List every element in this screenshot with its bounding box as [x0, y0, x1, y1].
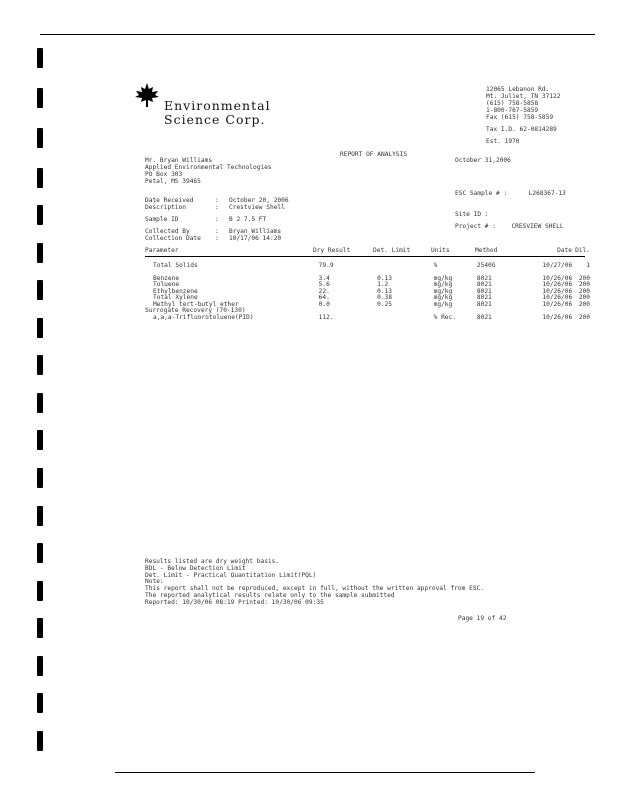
esc-sample [455, 190, 566, 197]
company-address [486, 86, 561, 121]
page-number: Page 19 of 42 [458, 615, 507, 622]
footer-note: The reported analytical results relate only to the sample submitted [145, 591, 395, 599]
page-bottom-rule [115, 772, 535, 773]
cell-limit [377, 315, 434, 322]
punch-hole [37, 128, 43, 148]
info-row [145, 235, 289, 242]
punch-hole [37, 656, 43, 676]
cell-limit: 1.2 [377, 281, 389, 288]
cell-result: 3.4 [318, 274, 330, 282]
cell-parameter: Surrogate Recovery (70-130) [145, 307, 246, 314]
punch-hole [37, 393, 43, 413]
info-label: Collection Date [145, 235, 201, 242]
esc-sample-label: ESC Sample # : [455, 190, 508, 197]
cell-method: 8021 [476, 300, 492, 308]
client-line: PO Box 303 [145, 171, 183, 178]
results-body [145, 263, 590, 322]
esc-sample-value: L268367-13 [528, 190, 566, 197]
table-header-row [145, 248, 590, 255]
address-line: Mt. Juliet, TN 37122 [486, 93, 561, 100]
info-row [145, 228, 289, 235]
cell-parameter: Total Solids [153, 261, 198, 269]
cell-method: 8021 [476, 313, 492, 321]
report-title: REPORT OF ANALYSIS [340, 151, 408, 158]
cell-limit: 0.38 [377, 294, 393, 301]
footer-notes [145, 559, 484, 607]
address-line: 12065 Lebanon Rd. [486, 86, 550, 93]
cell-parameter: Total Xylene [153, 294, 198, 301]
cell-result: 0.0 [318, 300, 330, 308]
cell-limit: 0.25 [377, 300, 393, 308]
footer-note: This report shall not be reproduced, except in full, without the written approval from ESC. [145, 585, 484, 593]
punch-hole [37, 731, 43, 751]
maple-leaf-icon [134, 82, 160, 112]
punch-hole [37, 543, 43, 563]
punch-hole [37, 430, 43, 450]
cell-result: 79.9 [318, 261, 334, 269]
cell-units: mg/kg [433, 287, 453, 295]
info-sep: : [215, 204, 219, 211]
results-header [145, 248, 590, 255]
company-name-line1: Environmental [164, 98, 271, 113]
punch-hole [37, 506, 43, 526]
cell-units: mg/kg [433, 294, 453, 301]
cell-dil: 200 [578, 300, 590, 308]
client-address [145, 157, 272, 185]
info-sep: : [215, 235, 219, 242]
cell-method: 8021 [476, 281, 492, 288]
cell-method: 8021 [476, 274, 492, 282]
footer-note: Note: [145, 578, 164, 586]
site-id [455, 211, 489, 218]
punch-hole [37, 693, 43, 713]
info-value: 10/17/06 14:20 [229, 235, 282, 242]
address-line: Fax (615) 758-5859 [486, 114, 554, 121]
address-line: 1-800-767-5859 [486, 107, 539, 114]
cell-parameter: a,a,a-Trifluorotoluene(PID) [153, 313, 254, 321]
cell-result: 5.6 [318, 281, 330, 288]
footer-note: Det. Limit - Practical Quantitation Limit(PQL) [145, 571, 317, 579]
punch-hole [37, 618, 43, 638]
col-header-parameter: Parameter [145, 247, 179, 254]
cell-parameter: Methyl tert-butyl ether [153, 300, 239, 308]
info-label: Collected By [145, 228, 190, 235]
header-rule [145, 256, 585, 257]
punch-hole [37, 355, 43, 375]
info-row [145, 216, 289, 223]
cell-parameter: Ethylbenzene [153, 287, 198, 295]
page-top-rule [40, 34, 595, 35]
punch-hole [37, 581, 43, 601]
cell-date: 10/27/06 [542, 261, 573, 269]
cell-result: 22. [318, 287, 330, 295]
table-row [145, 315, 590, 322]
sample-info [145, 197, 289, 242]
cell-dil: 1 [586, 261, 590, 269]
col-header-date: Date [557, 247, 572, 254]
cell-dil: 200 [578, 294, 590, 301]
cell-date: 10/26/06 [542, 294, 573, 301]
cell-units: % Rec. [433, 313, 456, 321]
client-line: Applied Environmental Technologies [145, 164, 272, 171]
established: Est. 1970 [486, 138, 520, 145]
punch-hole [37, 243, 43, 263]
cell-units: mg/kg [433, 300, 453, 308]
footer-note: BDL - Below Detection Limit [145, 564, 246, 572]
project-label: Project # : [455, 223, 496, 230]
punch-hole [37, 48, 43, 68]
tax-id: Tax I.D. 62-0814289 [486, 126, 557, 133]
info-label: Sample ID [145, 216, 179, 223]
client-line: Petal, MS 39465 [145, 178, 201, 185]
punch-hole [37, 88, 43, 108]
cell-parameter: Toluene [153, 281, 180, 288]
cell-limit: 0.13 [377, 274, 393, 282]
site-id-label: Site ID : [455, 211, 489, 218]
report-date: October 31,2006 [455, 157, 511, 164]
footer-note: Reported: 10/30/06 08:19 Printed: 10/30/06 09:35 [145, 598, 324, 606]
cell-parameter: Benzene [153, 274, 180, 282]
cell-method: 8021 [476, 294, 492, 301]
info-value: October 20, 2006 [229, 197, 289, 204]
col-header-units: Units [431, 247, 450, 254]
cell-method: 8021 [476, 287, 492, 295]
footer-note: Results listed are dry weight basis. [145, 558, 280, 565]
col-header-dil: Dil. [575, 247, 590, 254]
punch-hole [37, 205, 43, 225]
cell-result: 64. [318, 294, 330, 301]
cell-dil: 200 [578, 281, 590, 288]
info-sep: : [215, 197, 219, 204]
punch-hole [37, 280, 43, 300]
cell-date: 10/26/06 [542, 274, 573, 282]
col-header-result: Dry Result [313, 247, 351, 254]
info-row [145, 197, 289, 204]
info-value: Bryan Williams [229, 228, 282, 235]
cell-date: 10/26/06 [542, 313, 573, 321]
company-name-line2: Science Corp. [164, 112, 266, 127]
punch-hole [37, 318, 43, 338]
cell-date: 10/26/06 [542, 300, 573, 308]
cell-date: 10/26/06 [542, 287, 573, 295]
cell-dil: 200 [578, 313, 590, 321]
results-table [145, 248, 590, 321]
cell-date: 10/26/06 [542, 281, 573, 288]
info-label: Date Received [145, 197, 194, 204]
info-value: B 2 7.5 FT [229, 216, 267, 223]
cell-units: mg/kg [433, 274, 453, 282]
cell-result: 112. [318, 313, 334, 321]
client-line: Mr. Bryan Williams [145, 157, 213, 164]
col-header-method: Method [475, 247, 498, 254]
project [455, 223, 564, 230]
punch-hole [37, 168, 43, 188]
cell-limit: 0.13 [377, 287, 393, 295]
punch-hole [37, 468, 43, 488]
cell-dil: 200 [578, 274, 590, 282]
info-sep: : [215, 228, 219, 235]
project-value: CRESVIEW SHELL [511, 223, 564, 230]
cell-method: 2540G [476, 261, 496, 269]
cell-units: % [433, 261, 438, 269]
address-line: (615) 758-5858 [486, 100, 539, 107]
cell-dil: 200 [578, 287, 590, 295]
col-header-limit: Det. Limit [373, 247, 411, 254]
info-row [145, 204, 289, 211]
info-label: Description [145, 204, 186, 211]
info-sep: : [215, 216, 219, 223]
info-value: Crestview Shell [229, 204, 285, 211]
cell-units: mg/kg [433, 281, 453, 288]
